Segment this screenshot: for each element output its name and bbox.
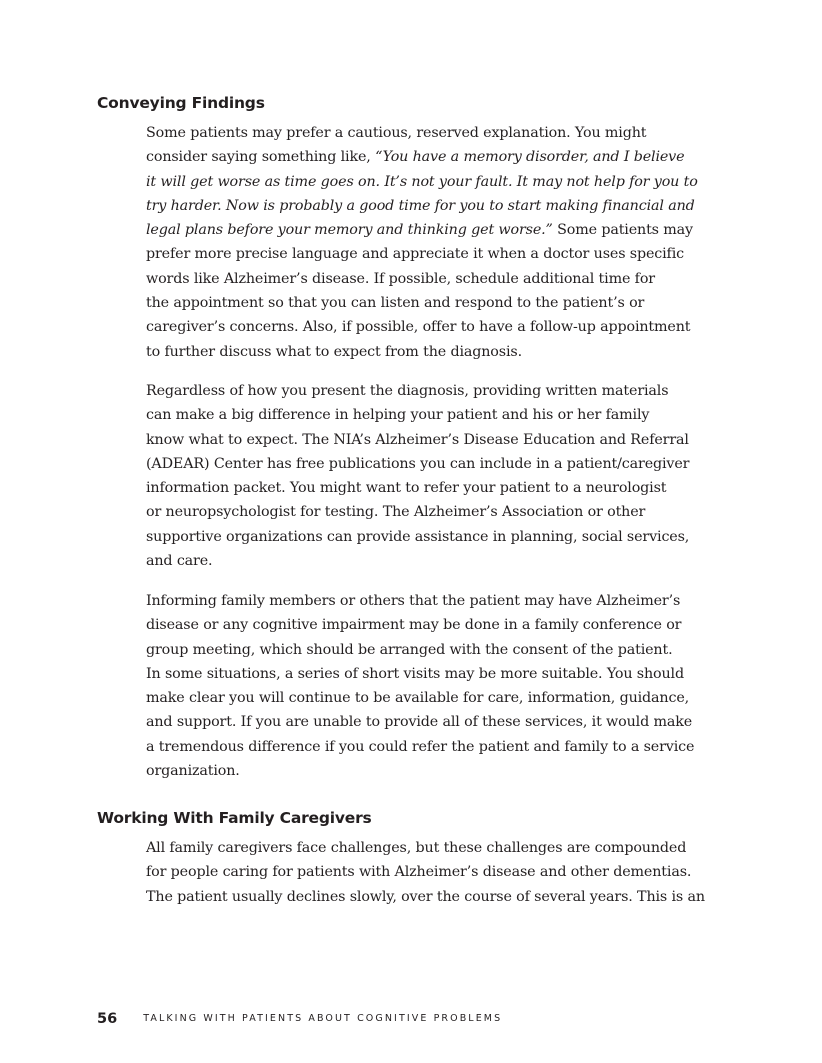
text-line: the appointment so that you can listen and respond to the patient’s or — [146, 295, 645, 312]
text-line: can make a big difference in helping your patient and his or her family — [146, 407, 650, 424]
italic-quote: “You have a memory disorder, and I believe — [375, 149, 685, 166]
text-line: Informing family members or others that the patient may have Alzheimer’s — [146, 593, 681, 609]
text-run: Some patients may — [552, 222, 693, 239]
text-line: or neuropsychologist for testing. The Alzheimer’s Association or other — [146, 504, 646, 521]
text-line: Some patients may prefer a cautious, reserved explanation. You might — [146, 125, 647, 141]
text-line — [146, 145, 706, 169]
text-line: to further discuss what to expect from the diagnosis. — [146, 343, 522, 360]
text-line: make clear you will continue to be available for care, information, guidance, — [146, 690, 690, 707]
text-line: In some situations, a series of short visits may be more suitable. You should — [146, 665, 684, 682]
text-line: organization. — [146, 763, 240, 780]
text-line: prefer more precise language and appreciate it when a doctor uses specific — [146, 246, 684, 263]
text-line: a tremendous difference if you could refer the patient and family to a service — [146, 738, 695, 755]
section-heading-working-with-family-caregivers: Working With Family Caregivers — [97, 809, 372, 827]
text-line: words like Alzheimer’s disease. If possible, schedule additional time for — [146, 270, 655, 287]
text-line — [146, 194, 706, 218]
paragraph-working-with-caregivers-1 — [146, 836, 706, 909]
italic-quote: try harder. Now is probably a good time for you to start making financial and — [146, 197, 695, 214]
text-line: information packet. You might want to refer your patient to a neurologist — [146, 480, 667, 497]
text-run: consider saying something like, — [146, 149, 376, 166]
page-footer — [97, 1010, 502, 1028]
paragraph-conveying-findings-3 — [146, 589, 706, 783]
text-line — [146, 170, 706, 194]
text-line: supportive organizations can provide assistance in planning, social services, — [146, 528, 690, 545]
text-line — [146, 218, 706, 242]
text-line: know what to expect. The NIA’s Alzheimer’s Disease Education and Referral — [146, 431, 689, 448]
text-line: All family caregivers face challenges, but these challenges are compounded — [146, 840, 687, 856]
text-line: The patient usually declines slowly, over the course of several years. This is an — [146, 888, 705, 905]
text-line: group meeting, which should be arranged with the consent of the patient. — [146, 641, 673, 658]
text-line: Regardless of how you present the diagnosis, providing written materials — [146, 383, 669, 399]
section-heading-conveying-findings: Conveying Findings — [97, 94, 265, 112]
text-line: caregiver’s concerns. Also, if possible, offer to have a follow-up appointment — [146, 319, 691, 336]
text-line: and care. — [146, 553, 213, 570]
italic-quote: legal plans before your memory and thinking get worse.” — [146, 222, 553, 239]
running-title: TALKING WITH PATIENTS ABOUT COGNITIVE PROBLEMS — [143, 1013, 503, 1024]
paragraph-conveying-findings-2 — [146, 379, 706, 573]
italic-quote: it will get worse as time goes on. It’s not your fault. It may not help for you to — [146, 173, 698, 190]
paragraph-conveying-findings-1 — [146, 121, 706, 364]
text-line: and support. If you are unable to provide all of these services, it would make — [146, 714, 693, 731]
text-line: for people caring for patients with Alzheimer’s disease and other dementias. — [146, 864, 692, 881]
text-line: (ADEAR) Center has free publications you can include in a patient/caregiver — [146, 455, 690, 472]
page-number: 56 — [97, 1011, 118, 1027]
text-line: disease or any cognitive impairment may be done in a family conference or — [146, 617, 682, 634]
